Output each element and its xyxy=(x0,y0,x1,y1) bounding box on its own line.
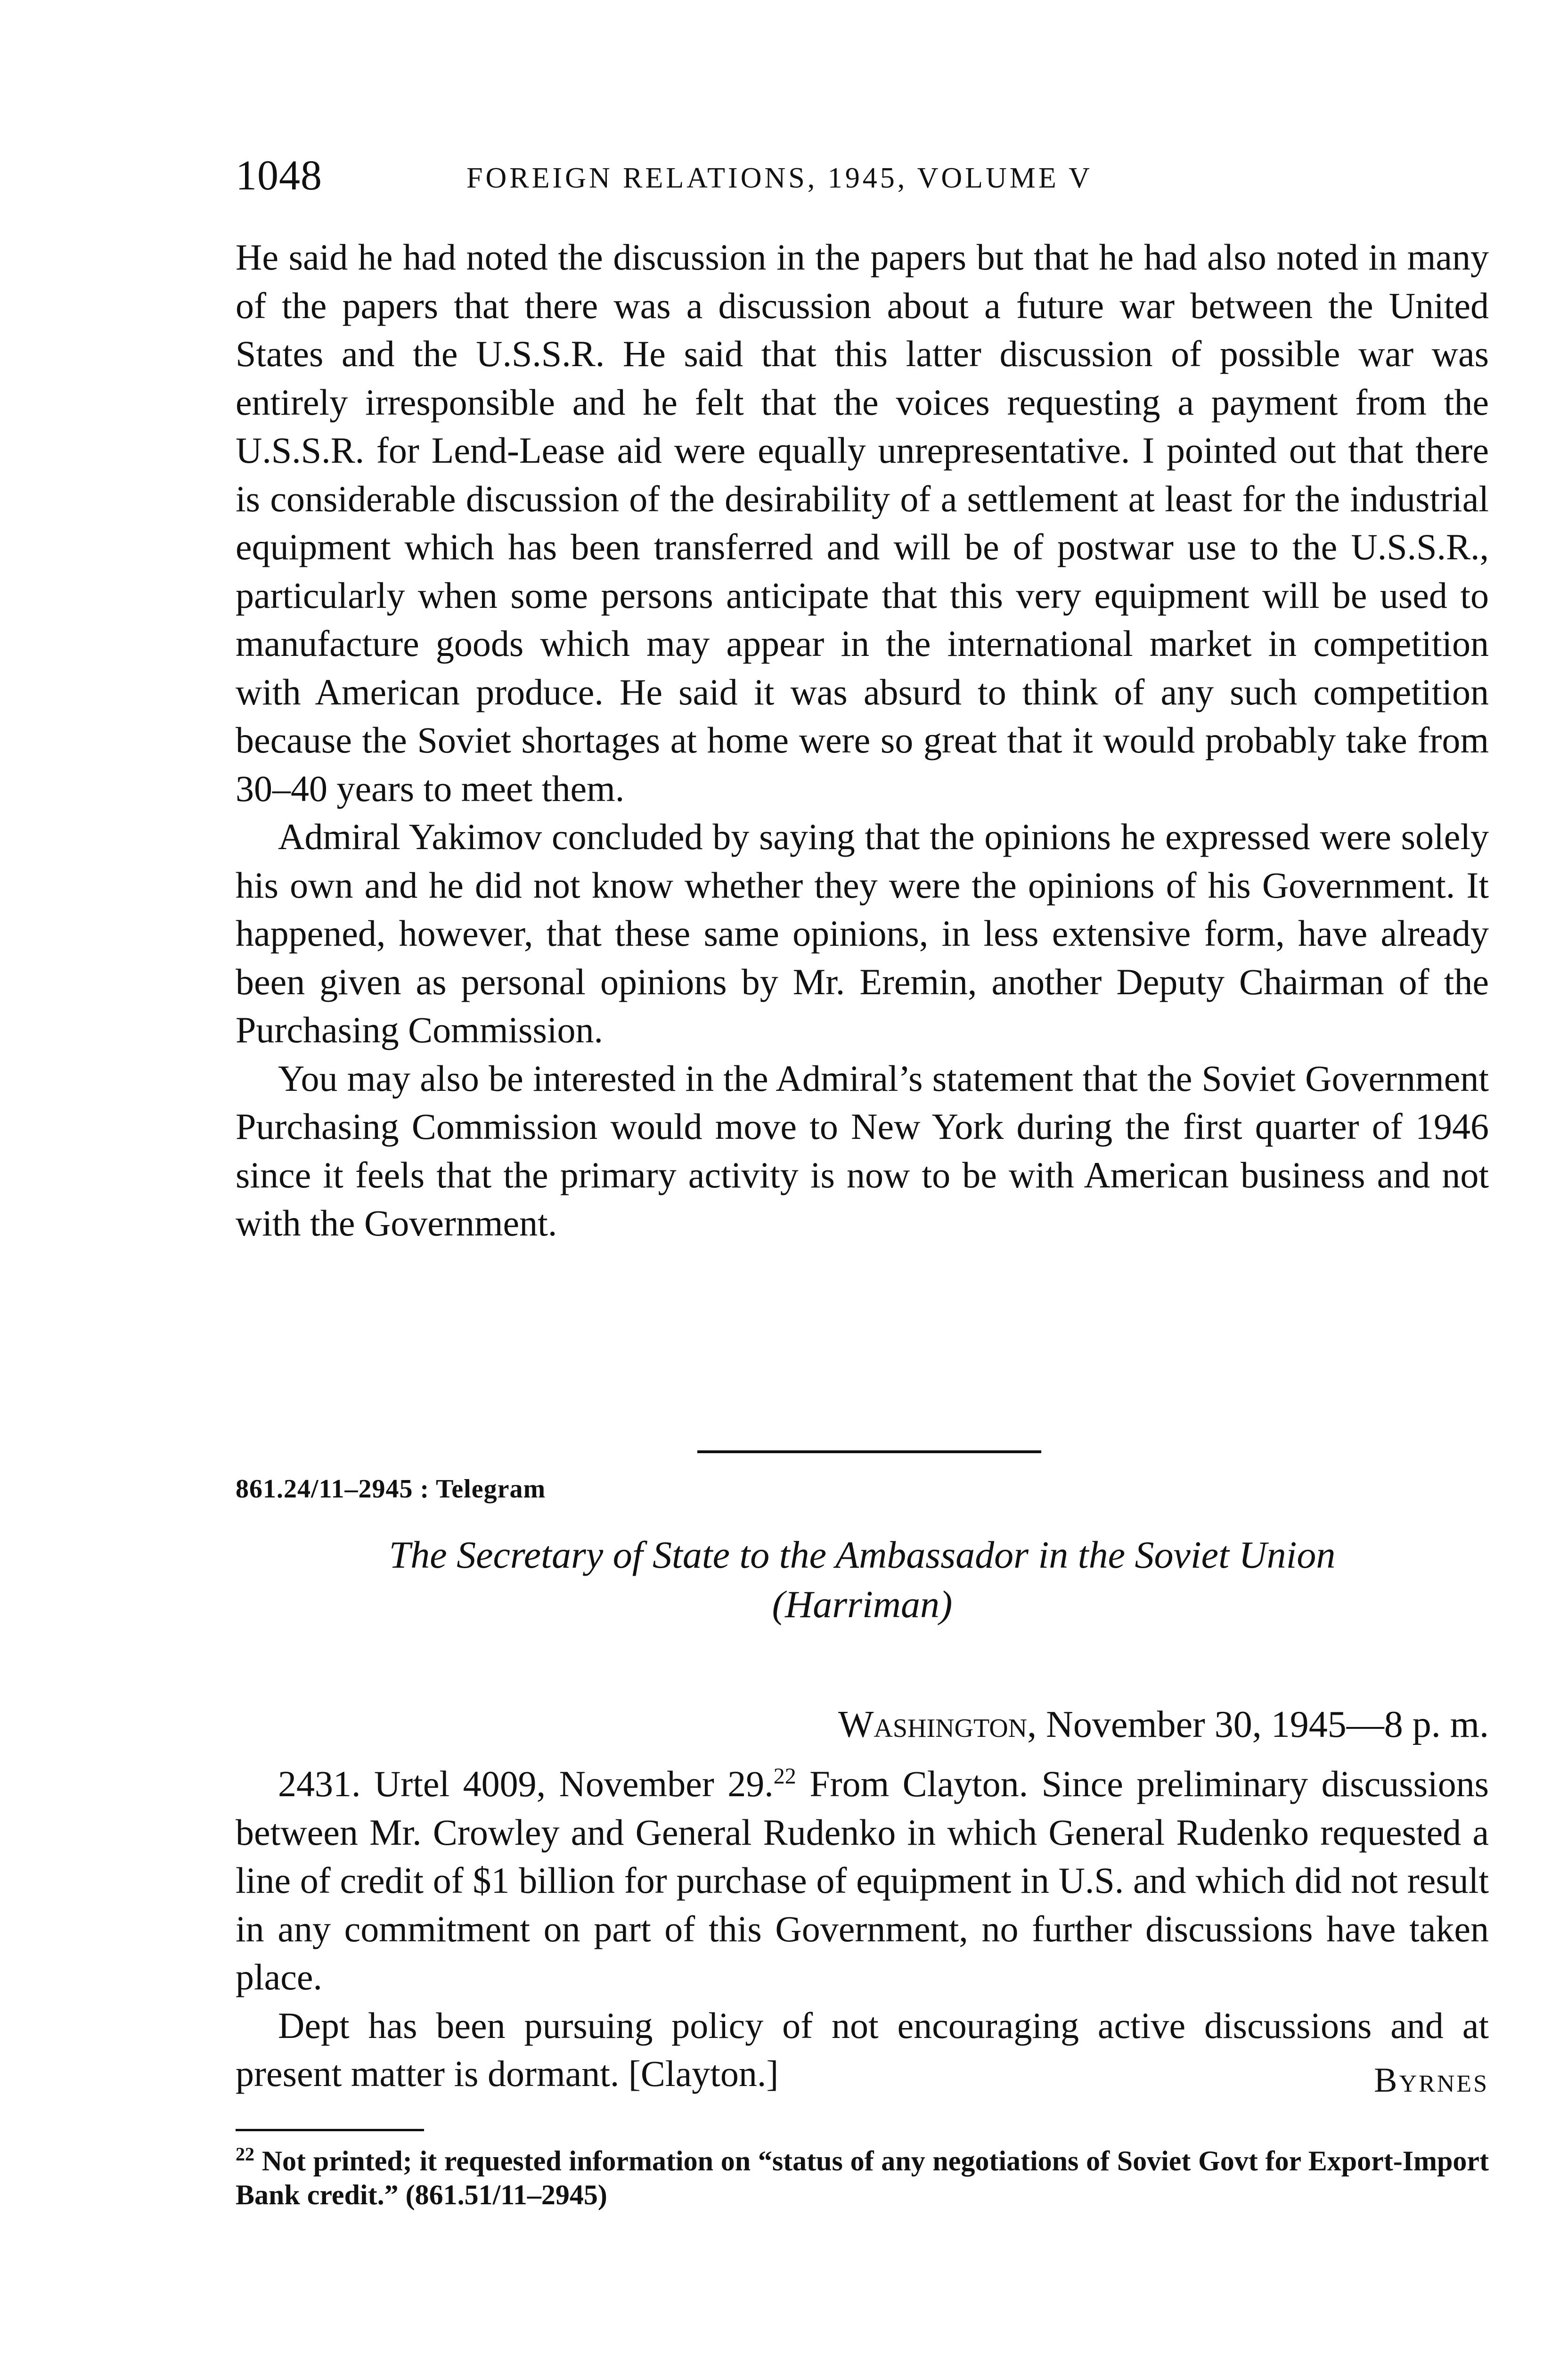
dateline-place: Washington xyxy=(838,1704,1028,1745)
page-header xyxy=(236,150,1489,202)
running-title: FOREIGN RELATIONS, 1945, VOLUME V xyxy=(466,162,1093,194)
body-paragraph-1: He said he had noted the discussion in the papers but that he had also noted in many of the papers that there was a discussion about a future war between the United States and the U.S.S.R. He said that this latter discussion of possible war was entirely irresponsible and he felt that the voices requesting a payment from the U.S.S.R. for Lend-Lease aid were equally unrepresentative. I pointed out that there is considerable discussion of the desirability of a settlement at least for the industrial equipment which has been transferred and will be of postwar use to the U.S.S.R., particularly when some persons anticipate that this very equipment will be used to manufacture goods which may appear in the international market in competition with American produce. He said it was absurd to think of any such competition because the Soviet shortages at home were so great that it would probably take from 30–40 years to meet them. xyxy=(236,237,1489,809)
footnote-marker: 22 xyxy=(236,2143,254,2165)
footnote-text: Not printed; it requested information on “status of any negotiations of Soviet Govt for Export-Import Bank credit.” (861.51/11–2945) xyxy=(236,2145,1489,2210)
document-title-line-2: (Harriman) xyxy=(772,1583,953,1626)
dateline-date: , November 30, 1945—8 p. m. xyxy=(1027,1704,1489,1745)
document-file-number: 861.24/11–2945 : Telegram xyxy=(236,1474,546,1504)
dateline xyxy=(236,1701,1489,1748)
telegram-body xyxy=(236,1760,1489,2098)
telegram-paragraph-1-start: 2431. Urtel 4009, November 29. xyxy=(278,1763,774,1804)
section-divider xyxy=(697,1450,1041,1453)
telegram-paragraph-2: Dept has been pursuing policy of not encouraging active discussions and at present matter is dormant. [Clayton.] xyxy=(236,2004,1489,2094)
footnote-reference: 22 xyxy=(773,1764,796,1789)
body-paragraph-2: Admiral Yakimov concluded by saying that the opinions he expressed were solely his own and he did not know whether they were the opinions of his Government. It happened, however, that these same opinions, in less extensive form, have already been given as personal opinions by Mr. Eremin, another Deputy Chairman of the Purchasing Commission. xyxy=(236,816,1489,1050)
letter-continuation xyxy=(236,233,1489,1248)
page-number: 1048 xyxy=(236,152,322,199)
footnote xyxy=(236,2144,1489,2212)
telegram-paragraph-1 xyxy=(236,1760,1489,2002)
signature: Byrnes xyxy=(1374,2061,1489,2100)
telegram-paragraph-1-rest: From Clayton. Since preliminary discussions between Mr. Crowley and General Rudenko in which General Rudenko requested a line of credit of $1 billion for purchase of equipment in U.S. and which did not result in any commitment on part of this Government, no further discussions have taken place. xyxy=(236,1763,1489,1997)
footnote-divider xyxy=(236,2129,424,2131)
body-paragraph-3: You may also be interested in the Admiral’s statement that the Soviet Government Purchasing Commission would move to New York during the first quarter of 1946 since it feels that the primary activity is now to be with American business and not with the Government. xyxy=(236,1057,1489,1243)
document-title-line-1: The Secretary of State to the Ambassador in the Soviet Union xyxy=(389,1533,1336,1576)
